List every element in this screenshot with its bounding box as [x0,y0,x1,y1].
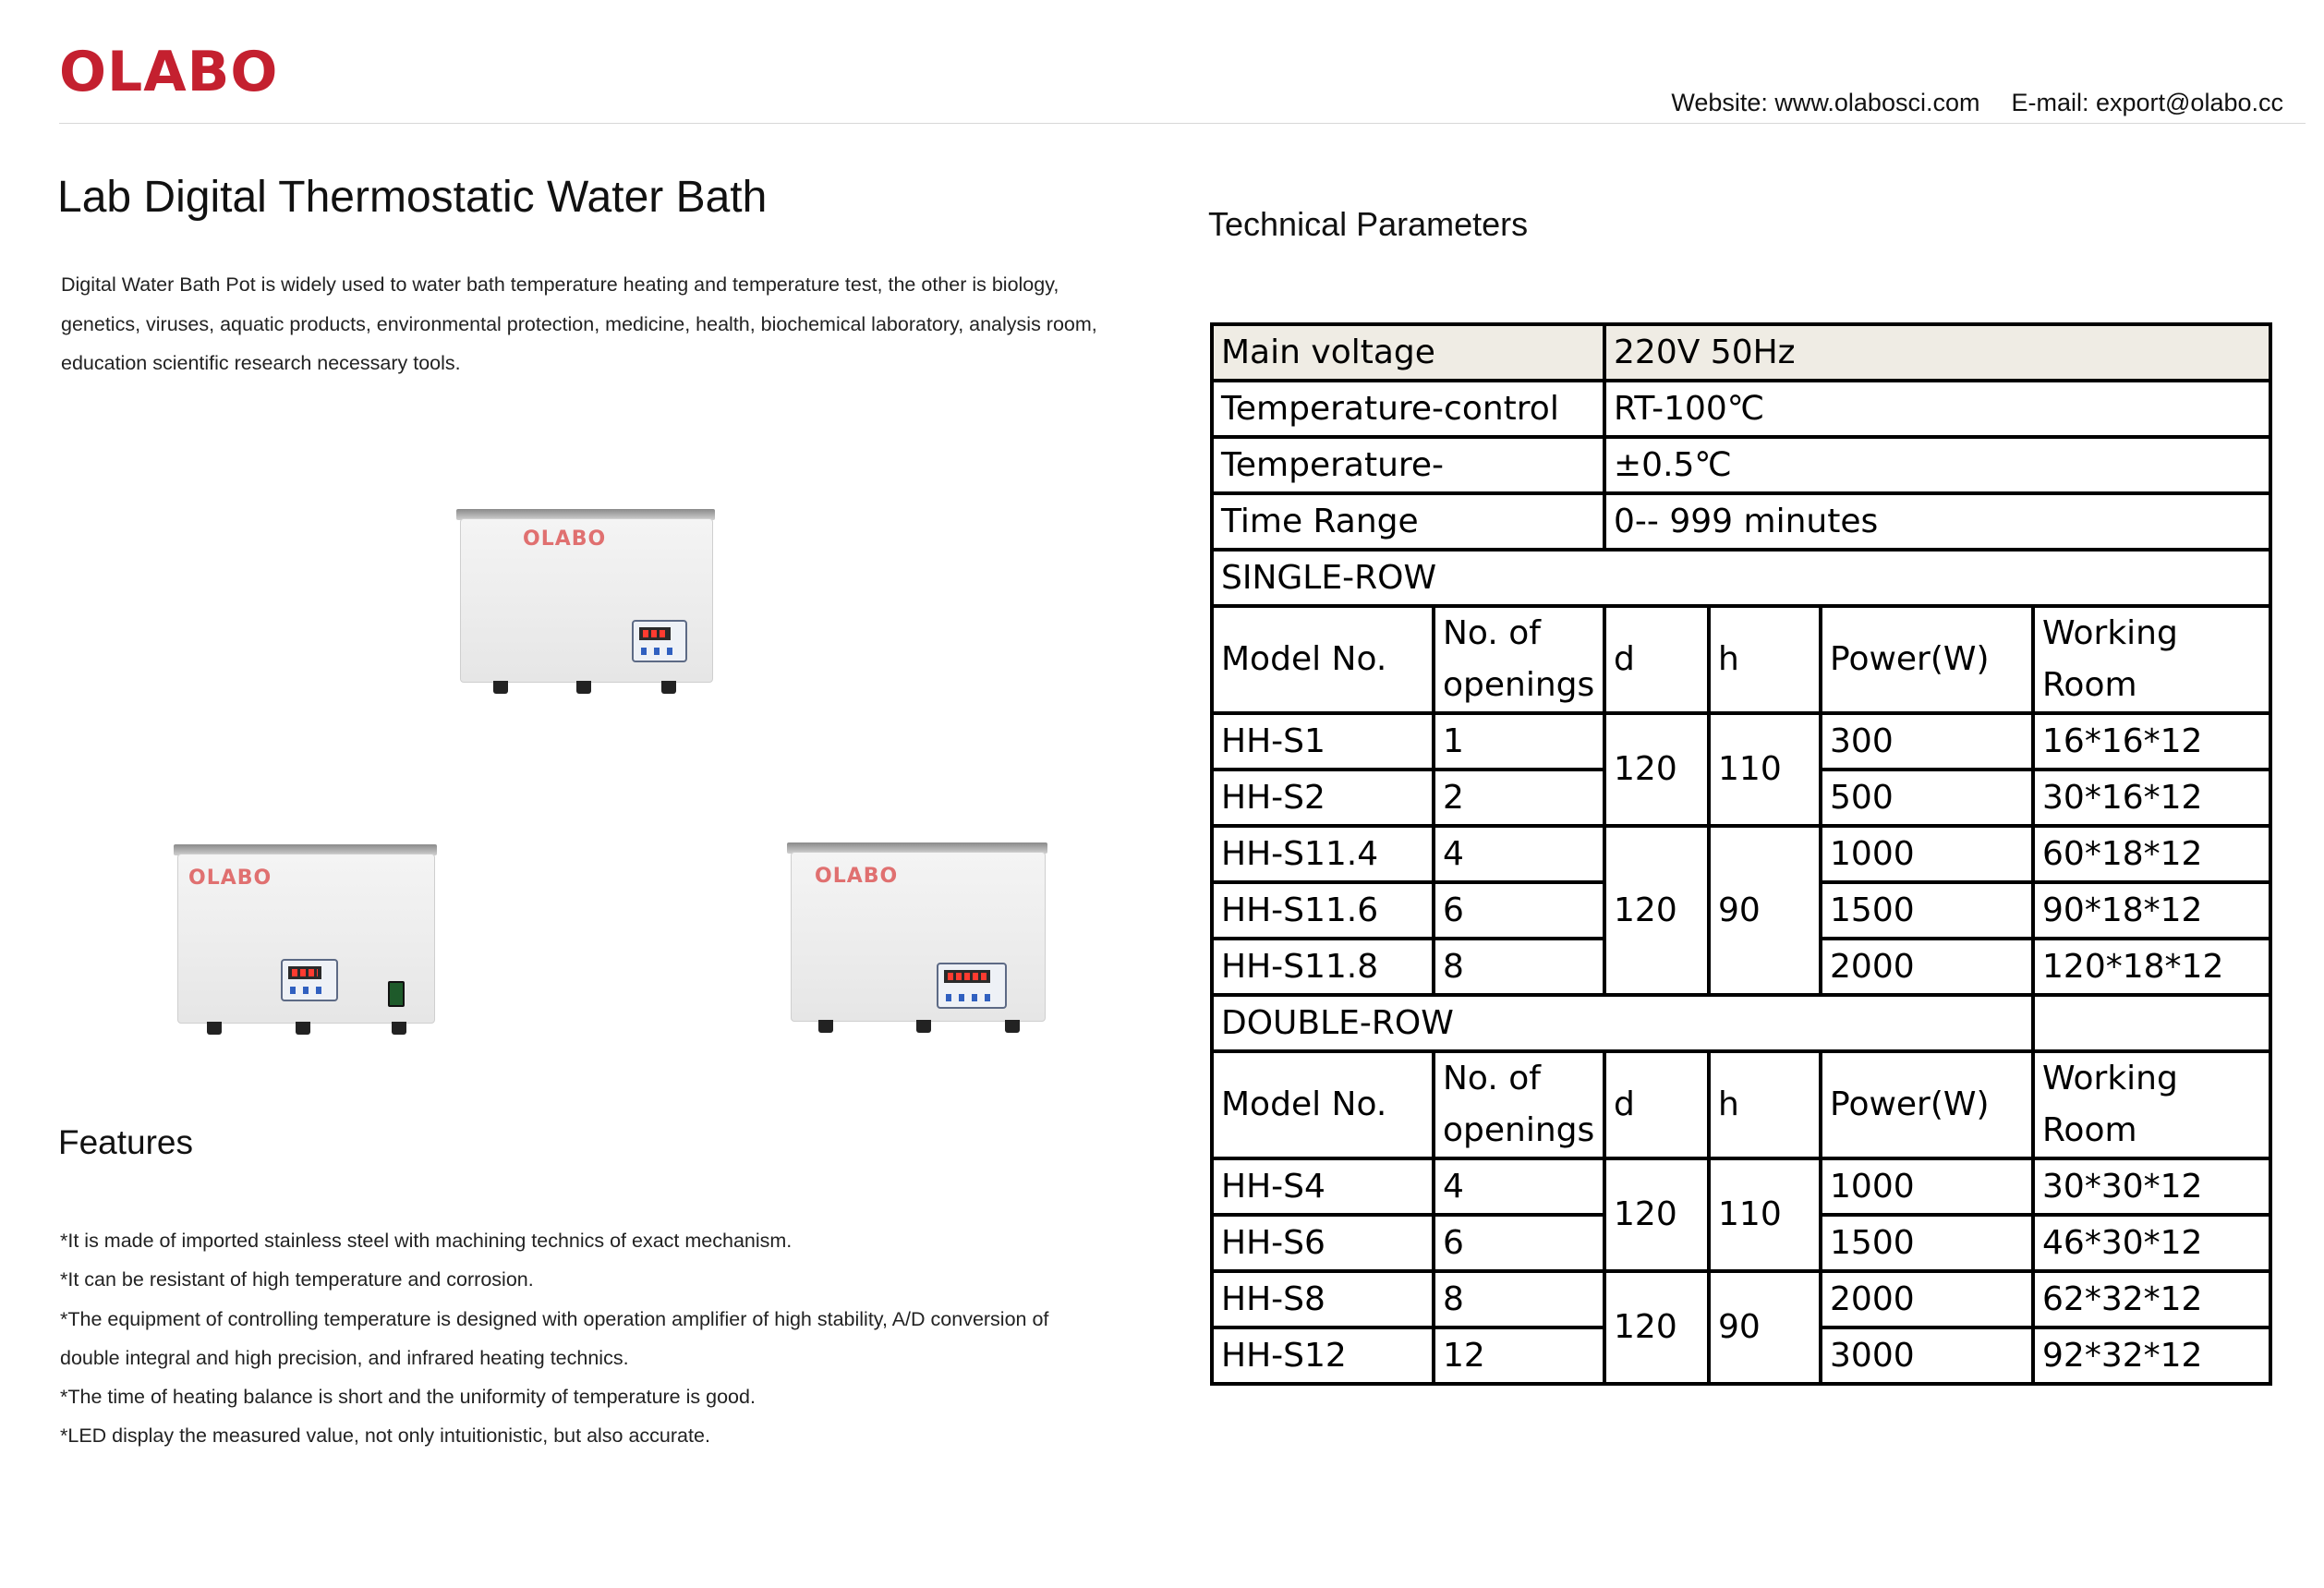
d-cell: 120 [1604,713,1709,826]
product-photo-top [456,509,715,694]
model-cell: HH-S4 [1212,1158,1434,1215]
time-range-label: Time Range [1212,493,1604,550]
table-row [1212,324,2270,381]
openings-cell: 6 [1434,1215,1604,1271]
d-cell: 120 [1604,1271,1709,1384]
room-cell: 90*18*12 [2033,882,2270,939]
room-cell: 62*32*12 [2033,1271,2270,1327]
openings-cell: 12 [1434,1327,1604,1384]
contact-info [1671,89,2283,117]
empty-cell [2033,995,2270,1051]
model-cell: HH-S1 [1212,713,1434,770]
power-cell: 1000 [1821,826,2033,882]
description-line: education scientific research necessary tools. [61,352,461,374]
h-cell: 90 [1709,1271,1821,1384]
time-range-value: 0-- 999 minutes [1604,493,2270,550]
openings-cell: 4 [1434,826,1604,882]
col-model: Model No. [1212,606,1434,713]
openings-cell: 2 [1434,770,1604,826]
col-working-room: Working Room [2033,1051,2270,1158]
email-text: E-mail: export@olabo.cc [2011,89,2283,116]
technical-parameters-heading: Technical Parameters [1208,205,1529,243]
feature-item: *It can be resistant of high temperature and corrosion. [60,1268,534,1291]
header-divider [59,123,2306,124]
main-voltage-value: 220V 50Hz [1604,324,2270,381]
bath-brand-text: OLABO [188,867,272,890]
technical-parameters-table [1210,322,2272,1386]
product-photo-right [787,842,1047,1032]
table-row [1212,381,2270,437]
temp-value: ±0.5℃ [1604,437,2270,493]
feature-item: *The equipment of controlling temperature is designed with operation amplifier of high stability, A/D conversion of [60,1307,1049,1330]
col-power: Power(W) [1821,606,2033,713]
temp-control-label: Temperature-control [1212,381,1604,437]
bath-brand-text: OLABO [815,865,899,888]
table-header-row [1212,1051,2270,1158]
table-header-row [1212,606,2270,713]
power-cell: 2000 [1821,939,2033,995]
openings-cell: 8 [1434,1271,1604,1327]
product-title: Lab Digital Thermostatic Water Bath [57,173,768,222]
power-cell: 1500 [1821,1215,2033,1271]
col-openings: No. of openings [1434,1051,1604,1158]
col-d: d [1604,1051,1709,1158]
openings-cell: 6 [1434,882,1604,939]
col-power: Power(W) [1821,1051,2033,1158]
description-line: genetics, viruses, aquatic products, environmental protection, medicine, health, biochemical laboratory, analysis room, [61,312,1097,335]
features-heading: Features [58,1123,194,1161]
col-openings: No. of openings [1434,606,1604,713]
control-panel [281,959,338,1001]
control-panel [937,963,1007,1009]
website-text: Website: www.olabosci.com [1671,89,1980,116]
table-row [1212,1271,2270,1327]
double-row-section-label: DOUBLE-ROW [1212,995,2033,1051]
power-cell: 500 [1821,770,2033,826]
table-row [1212,1158,2270,1215]
model-cell: HH-S2 [1212,770,1434,826]
power-cell: 2000 [1821,1271,2033,1327]
model-cell: HH-S11.6 [1212,882,1434,939]
d-cell: 120 [1604,1158,1709,1271]
col-model: Model No. [1212,1051,1434,1158]
feature-item: *It is made of imported stainless steel with machining technics of exact mechanism. [60,1230,793,1252]
table-row [1212,493,2270,550]
col-h: h [1709,1051,1821,1158]
olabo-logo: OLABO [59,40,279,104]
h-cell: 110 [1709,713,1821,826]
feature-item: *The time of heating balance is short and the uniformity of temperature is good. [60,1386,756,1409]
model-cell: HH-S6 [1212,1215,1434,1271]
h-cell: 90 [1709,826,1821,995]
h-cell: 110 [1709,1158,1821,1271]
features-list [60,1221,1168,1456]
model-cell: HH-S11.4 [1212,826,1434,882]
room-cell: 30*30*12 [2033,1158,2270,1215]
control-panel [632,620,687,662]
power-switch [388,981,405,1007]
room-cell: 120*18*12 [2033,939,2270,995]
single-row-section-label: SINGLE-ROW [1212,550,2270,606]
room-cell: 30*16*12 [2033,770,2270,826]
table-row [1212,713,2270,770]
feature-item: double integral and high precision, and infrared heating technics. [60,1346,629,1369]
room-cell: 16*16*12 [2033,713,2270,770]
room-cell: 46*30*12 [2033,1215,2270,1271]
table-row [1212,826,2270,882]
model-cell: HH-S12 [1212,1327,1434,1384]
power-cell: 3000 [1821,1327,2033,1384]
model-cell: HH-S8 [1212,1271,1434,1327]
temp-control-value: RT-100℃ [1604,381,2270,437]
power-cell: 300 [1821,713,2033,770]
power-cell: 1500 [1821,882,2033,939]
col-working-room: Working Room [2033,606,2270,713]
table-row [1212,995,2270,1051]
product-description [61,265,1151,383]
table-row [1212,437,2270,493]
openings-cell: 4 [1434,1158,1604,1215]
room-cell: 60*18*12 [2033,826,2270,882]
temp-label: Temperature- [1212,437,1604,493]
d-cell: 120 [1604,826,1709,995]
product-photo-left [174,844,437,1034]
model-cell: HH-S11.8 [1212,939,1434,995]
col-d: d [1604,606,1709,713]
power-cell: 1000 [1821,1158,2033,1215]
openings-cell: 1 [1434,713,1604,770]
feature-item: *LED display the measured value, not only intuitionistic, but also accurate. [60,1424,710,1448]
main-voltage-label: Main voltage [1212,324,1604,381]
bath-brand-text: OLABO [523,527,607,551]
col-h: h [1709,606,1821,713]
description-line: Digital Water Bath Pot is widely used to water bath temperature heating and temperature test, the other is biology, [61,273,1059,296]
room-cell: 92*32*12 [2033,1327,2270,1384]
table-row [1212,550,2270,606]
openings-cell: 8 [1434,939,1604,995]
